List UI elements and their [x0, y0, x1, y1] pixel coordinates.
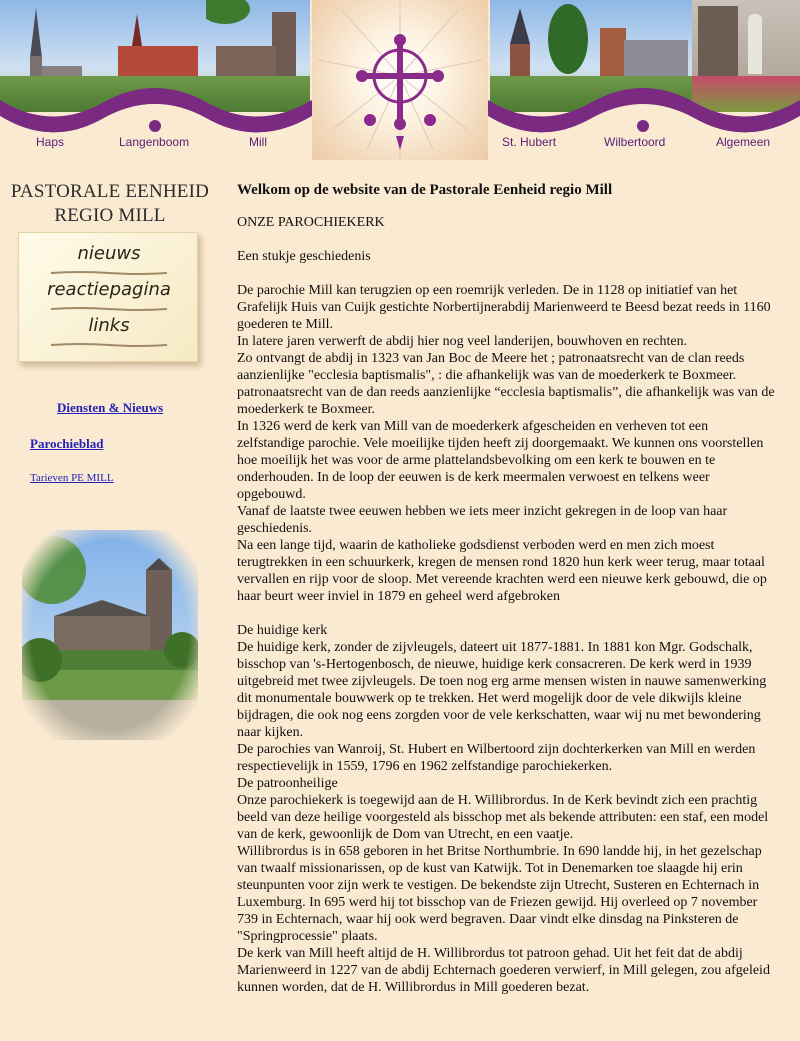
- nav-link-langenboom[interactable]: Langenboom: [119, 135, 190, 149]
- pastoral-unit-title: PASTORALE EENHEID REGIO MILL: [10, 181, 210, 226]
- nav-link-haps[interactable]: Haps: [36, 135, 65, 149]
- current-church-heading: De huidige kerk: [237, 623, 328, 638]
- menu-divider: [51, 271, 167, 275]
- paragraph: Zo ontvangt de abdij in 1323 van Jan Boc de Meere het ; patronaatsrecht van de clan reeds aanzienlijke "ecclesia baptismalis", : die afhankelijk was van de moederkerk te Boxmeer.: [237, 351, 745, 383]
- nav-link-mill[interactable]: Mill: [249, 135, 267, 149]
- section-subtitle: Een stukje geschiedenis: [237, 249, 371, 264]
- menu-divider: [51, 307, 167, 311]
- patron-saint-heading: De patroonheilige: [237, 776, 338, 791]
- purple-wave-band: [0, 82, 800, 142]
- history-text: [237, 282, 777, 605]
- link-diensten-nieuws[interactable]: Diensten & Nieuws: [57, 400, 164, 415]
- paragraph: In 1326 werd de kerk van Mill van de moederkerk afgescheiden en verheven tot een zelfstandige parochie. Vele moeilijke tijden heeft zij doorgemaakt. We kunnen ons voorstellen hoe moeilijk het was voor de arme plattelandsbevolking om een kerk te bouwen en te onderhouden. In de loop der eeuwen is de kerk meermalen verwoest en telkens weer opgebouwd.: [237, 419, 764, 502]
- welcome-heading: Welkom op de website van de Pastorale Eenheid regio Mill: [237, 182, 613, 198]
- section-title: ONZE PAROCHIEKERK: [237, 215, 385, 230]
- paragraph: In latere jaren verwerft de abdij hier nog veel landerijen, bouwhoven en rechten.: [237, 334, 688, 349]
- paragraph: De kerk van Mill heeft altijd de H. Willibrordus tot patroon gehad. Uit het feit dat de abdij Marienweerd in 1227 van de abdij Echternach goederen verwierf, in Mill gelegen, zou afgeleid kunnen worden, dat de H. Willibrordus in Mill goederen bezat.: [237, 946, 770, 995]
- paragraph: Onze parochiekerk is toegewijd aan de H. Willibrordus. In de Kerk bevindt zich een prachtig beeld van deze heilige voorgesteld als bisschop met als bekende attributen: een staf, een model van de kerk, gewoonlijk de Dom van Utrecht, en een vaatje.: [237, 793, 769, 842]
- paragraph: Willibrordus is in 658 geboren in het Britse Northumbrie. In 690 landde hij, in het gezelschap van twaalf missionarissen, op de kust van Katwijk. Tot in Denemarken toe slaagde hij erin steunpunten voor zijn werk te vestigen. De bekendste zijn Utrecht, Susteren en Echternach in Luxemburg. In 695 werd hij tot bisschop van de Friezen gewijd. Hij overleed op 7 november 739 in Echternach, waar hij ook werd begraven. Daar vindt elke dinsdag na Pinksteren de "Springprocessie" plaats.: [237, 844, 762, 944]
- paragraph: De parochies van Wanroij, St. Hubert en Wilbertoord zijn dochterkerken van Mill en werden respectievelijk in 1559, 1796 en 1962 zelfstandige parochiekerken.: [237, 742, 756, 774]
- header-banner: [0, 0, 800, 160]
- paragraph: Na een lange tijd, waarin de katholieke godsdienst verboden werd en men zich moest terugtrekken in een schuurkerk, kregen de mensen rond 1820 hun kerk weer terug, maar totaal vervallen en rijp voor de sloop. Met vereende krachten werd een nieuwe kerk gebouwd, die op haar beurt weer inviel in 1879 en geheel werd afgebroken: [237, 538, 767, 604]
- menu-item-reactiepagina[interactable]: reactiepagina: [47, 279, 171, 300]
- link-parochieblad[interactable]: Parochieblad: [30, 436, 104, 451]
- link-tarieven[interactable]: Tarieven PE MILL: [30, 472, 114, 484]
- paragraph: De huidige kerk, zonder de zijvleugels, dateert uit 1877-1881. In 1881 kon Mgr. Godschalk, bisschop van 's-Hertogenbosch, de nieuwe, huidige kerk consacreren. De kerk werd in 1939 uitgebreid met twee zijvleugels. De toen nog erg arme mensen wisten in nauwe samenwerking dit monumentale bouwwerk op te trekken. Het werd mogelijk door de vele dikwijls kleine bijdragen, die ook nog eens zorgden voor de vele kerkschatten, waar wij nu met bewondering naar kijken.: [237, 640, 767, 740]
- menu-item-nieuws[interactable]: nieuws: [77, 243, 141, 264]
- nav-link-algemeen[interactable]: Algemeen: [716, 135, 771, 149]
- sidebar-menu-card: [18, 232, 198, 362]
- paragraph: Vanaf de laatste twee eeuwen hebben we iets meer inzicht gekregen in de loop van haar geschiedenis.: [237, 504, 728, 536]
- nav-link-st-hubert[interactable]: St. Hubert: [502, 135, 557, 149]
- menu-item-links[interactable]: links: [88, 315, 130, 336]
- main-content: [237, 182, 777, 996]
- menu-divider: [51, 343, 167, 347]
- paragraph: De parochie Mill kan terugzien op een roemrijk verleden. De in 1128 op initiatief van het Grafelijk Huis van Cuijk gestichte Norbertijnerabdij Marienweerd te Beesd bezat reeds in 1160 goederen te Mill.: [237, 283, 771, 332]
- paragraph: patronaatsrecht van de dan reeds aanzienlijke “ecclesia baptismalis”, die afhankelijk was van de moederkerk te Boxmeer.: [237, 385, 775, 417]
- nav-link-wilbertoord[interactable]: Wilbertoord: [604, 135, 666, 149]
- church-photo: [22, 530, 198, 740]
